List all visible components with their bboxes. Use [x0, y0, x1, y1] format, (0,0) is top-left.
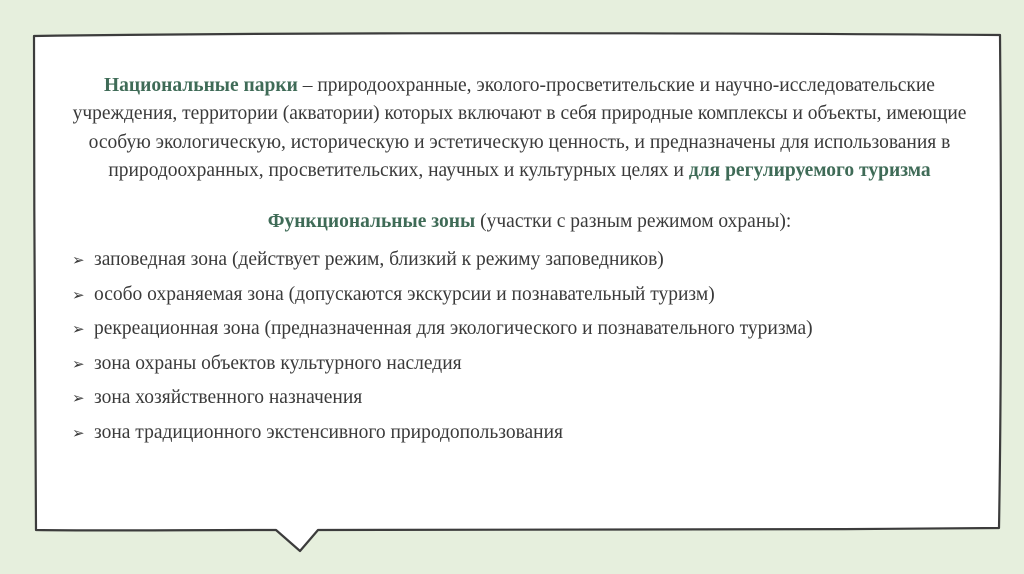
zones-title-note: (участки с разным режимом охраны):	[475, 211, 792, 233]
arrow-bullet-icon: ➢	[72, 251, 85, 270]
zones-heading	[62, 208, 977, 236]
list-item	[72, 347, 977, 382]
definition-text: – природоохранные, эколого-просветительские и научно-исследовательские учреждения, территории (акватории) которых включают в себя природные комплексы и объекты, имеющие особую экологическую, историческую и эстетическую ценность, и предназначены для использования в природоохранных, просветительских, научных и культурных целях и	[72, 75, 967, 181]
definition-term: Национальные парки	[104, 75, 298, 96]
zones-title: Функциональные зоны	[267, 211, 476, 233]
list-item-text: рекреационная зона (предназначенная для экологического и познавательного туризма)	[94, 318, 813, 340]
list-item-text: особо охраняемая зона (допускаются экскурсии и познавательный туризм)	[94, 283, 715, 305]
arrow-bullet-icon: ➢	[72, 354, 85, 373]
definition-paragraph	[62, 72, 977, 185]
list-item	[72, 381, 977, 416]
list-item	[72, 312, 977, 347]
list-item	[72, 416, 977, 451]
arrow-bullet-icon: ➢	[72, 389, 85, 408]
arrow-bullet-icon: ➢	[72, 320, 85, 339]
arrow-bullet-icon: ➢	[72, 285, 85, 304]
list-item	[72, 243, 977, 278]
arrow-bullet-icon: ➢	[72, 423, 85, 442]
zones-list	[62, 243, 977, 450]
slide-content	[62, 58, 977, 450]
list-item	[72, 278, 977, 313]
list-item-text: зона традиционного экстенсивного природопользования	[94, 421, 564, 443]
list-item-text: заповедная зона (действует режим, близкий к режиму заповедников)	[94, 249, 664, 271]
list-item-text: зона охраны объектов культурного наследия	[94, 352, 462, 374]
definition-emphasis: для регулируемого туризма	[688, 159, 931, 181]
list-item-text: зона хозяйственного назначения	[94, 387, 363, 409]
